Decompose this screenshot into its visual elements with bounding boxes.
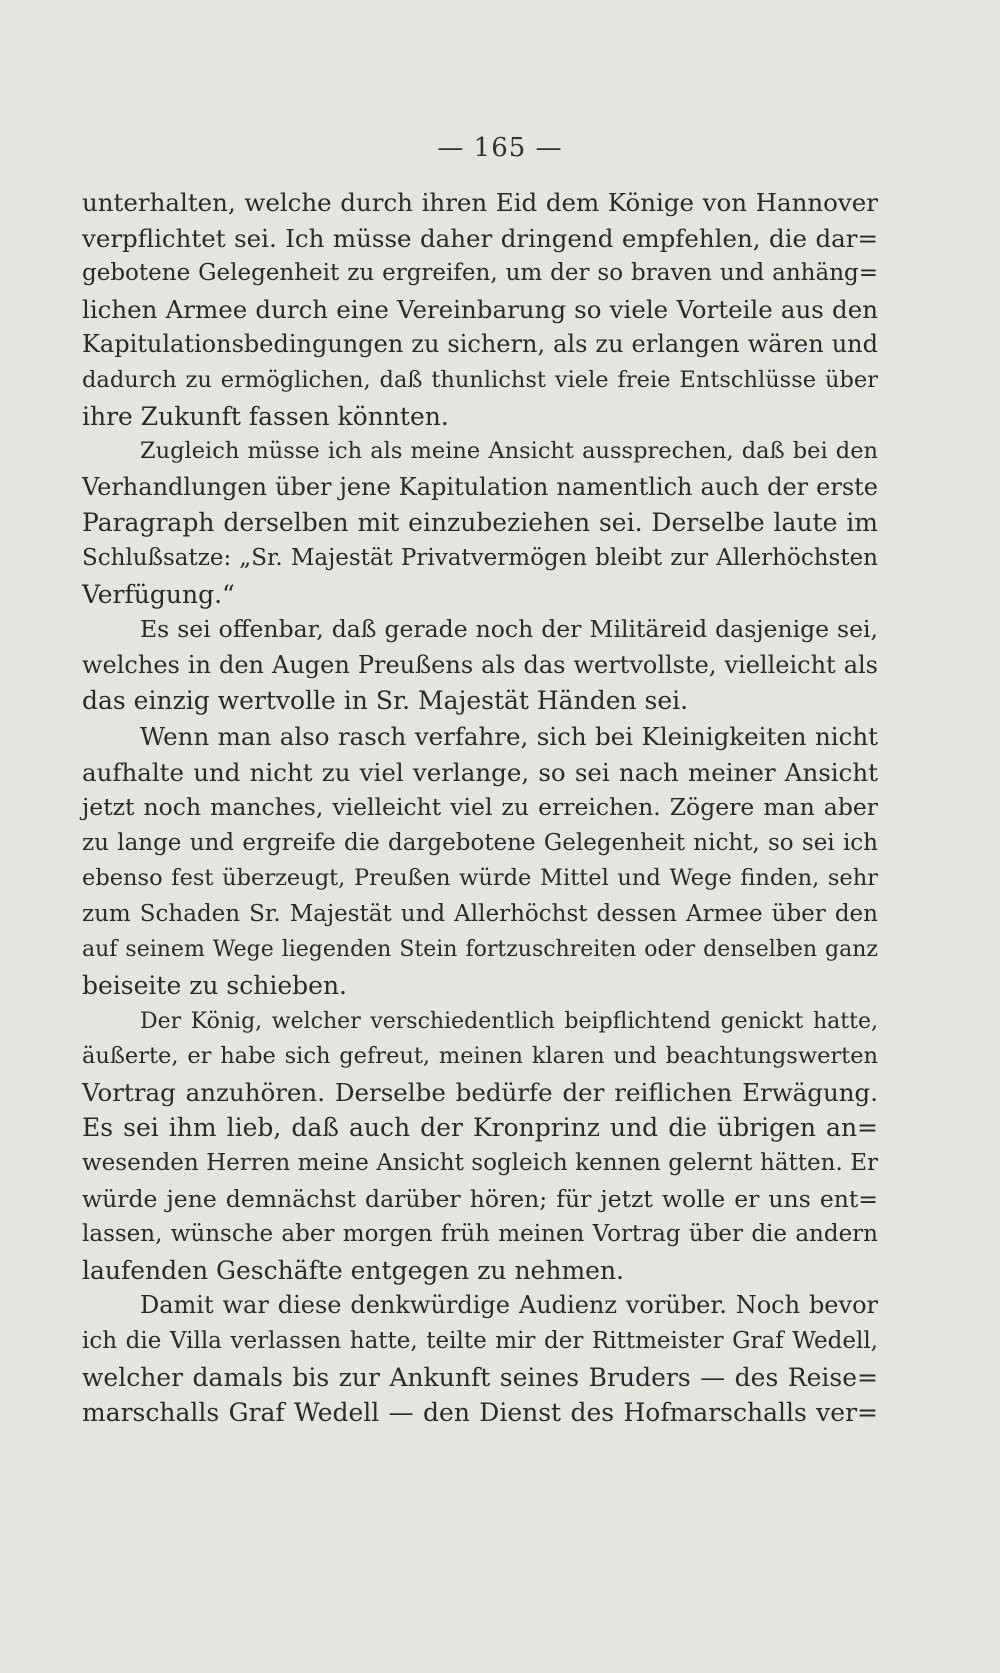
text-line: unterhalten, welche durch ihren Eid dem Könige von Hannover	[82, 188, 878, 217]
text-line: äußerte, er habe sich gefreut, meinen klaren und beachtungswerten	[82, 1043, 878, 1070]
page-number: — 165 —	[437, 133, 563, 163]
text-line: lassen, wünsche aber morgen früh meinen Vortrag über die andern	[82, 1221, 878, 1248]
text-line: Verfügung.“	[82, 579, 235, 609]
text-line: Es sei ihm lieb, daß auch der Kronprinz und die übrigen an=	[82, 1113, 878, 1143]
text-line: wesenden Herren meine Ansicht sogleich kennen gelernt hätten. Er	[82, 1150, 878, 1177]
text-line: Vortrag anzuhören. Derselbe bedürfe der reiflichen Erwägung.	[82, 1077, 878, 1107]
text-line: zu lange und ergreife die dargebotene Gelegenheit nicht, so sei ich	[82, 829, 878, 856]
text-line: welcher damals bis zur Ankunft seines Bruders — des Reise=	[82, 1362, 878, 1392]
text-line: auf seinem Wege liegenden Stein fortzuschreiten oder denselben ganz	[82, 937, 878, 963]
text-line: ihre Zukunft fassen könnten.	[82, 401, 449, 431]
text-line: gebotene Gelegenheit zu ergreifen, um der so braven und anhäng=	[82, 260, 878, 287]
text-line: jetzt noch manches, vielleicht viel zu erreichen. Zögere man aber	[82, 793, 878, 822]
text-line: Es sei offenbar, daß gerade noch der Militäreid dasjenige sei,	[140, 615, 878, 644]
text-line: ich die Villa verlassen hatte, teilte mir der Rittmeister Graf Wedell,	[82, 1328, 878, 1354]
text-line: welches in den Augen Preußens als das wertvollste, vielleicht als	[82, 650, 878, 679]
text-line: beiseite zu schieben.	[82, 971, 347, 1001]
text-line: ebenso fest überzeugt, Preußen würde Mittel und Wege finden, sehr	[82, 865, 878, 892]
text-line: Der König, welcher verschiedentlich beipflichtend genickt hatte,	[140, 1008, 878, 1034]
text-line: Zugleich müsse ich als meine Ansicht aussprechen, daß bei den	[140, 438, 878, 465]
text-line: dadurch zu ermöglichen, daß thunlichst viele freie Entschlüsse über	[82, 366, 878, 393]
text-line: laufenden Geschäfte entgegen zu nehmen.	[82, 1255, 624, 1285]
body-text	[82, 185, 878, 1431]
text-line: Damit war diese denkwürdige Audienz vorüber. Noch bevor	[140, 1291, 878, 1320]
text-line: Paragraph derselben mit einzubeziehen sei. Derselbe laute im	[82, 508, 878, 538]
text-line: Wenn man also rasch verfahre, sich bei Kleinigkeiten nicht	[140, 721, 878, 751]
text-line: marschalls Graf Wedell — den Dienst des Hofmarschalls ver=	[82, 1398, 878, 1428]
text-line: Kapitulationsbedingungen zu sichern, als zu erlangen wären und	[82, 330, 878, 359]
text-line: Verhandlungen über jene Kapitulation namentlich auch der erste	[82, 472, 878, 501]
text-line: das einzig wertvolle in Sr. Majestät Händen sei.	[82, 686, 689, 716]
text-line: aufhalte und nicht zu viel verlange, so sei nach meiner Ansicht	[82, 757, 878, 787]
text-line: verpflichtet sei. Ich müsse daher dringend empfehlen, die dar=	[82, 223, 878, 253]
text-line: lichen Armee durch eine Vereinbarung so viele Vorteile aus den	[82, 294, 878, 324]
text-line: zum Schaden Sr. Majestät und Allerhöchst dessen Armee über den	[82, 900, 878, 927]
text-line: Schlußsatze: „Sr. Majestät Privatvermögen bleibt zur Allerhöchsten	[82, 544, 878, 571]
text-line: würde jene demnächst darüber hören; für jetzt wolle er uns ent=	[82, 1184, 878, 1213]
